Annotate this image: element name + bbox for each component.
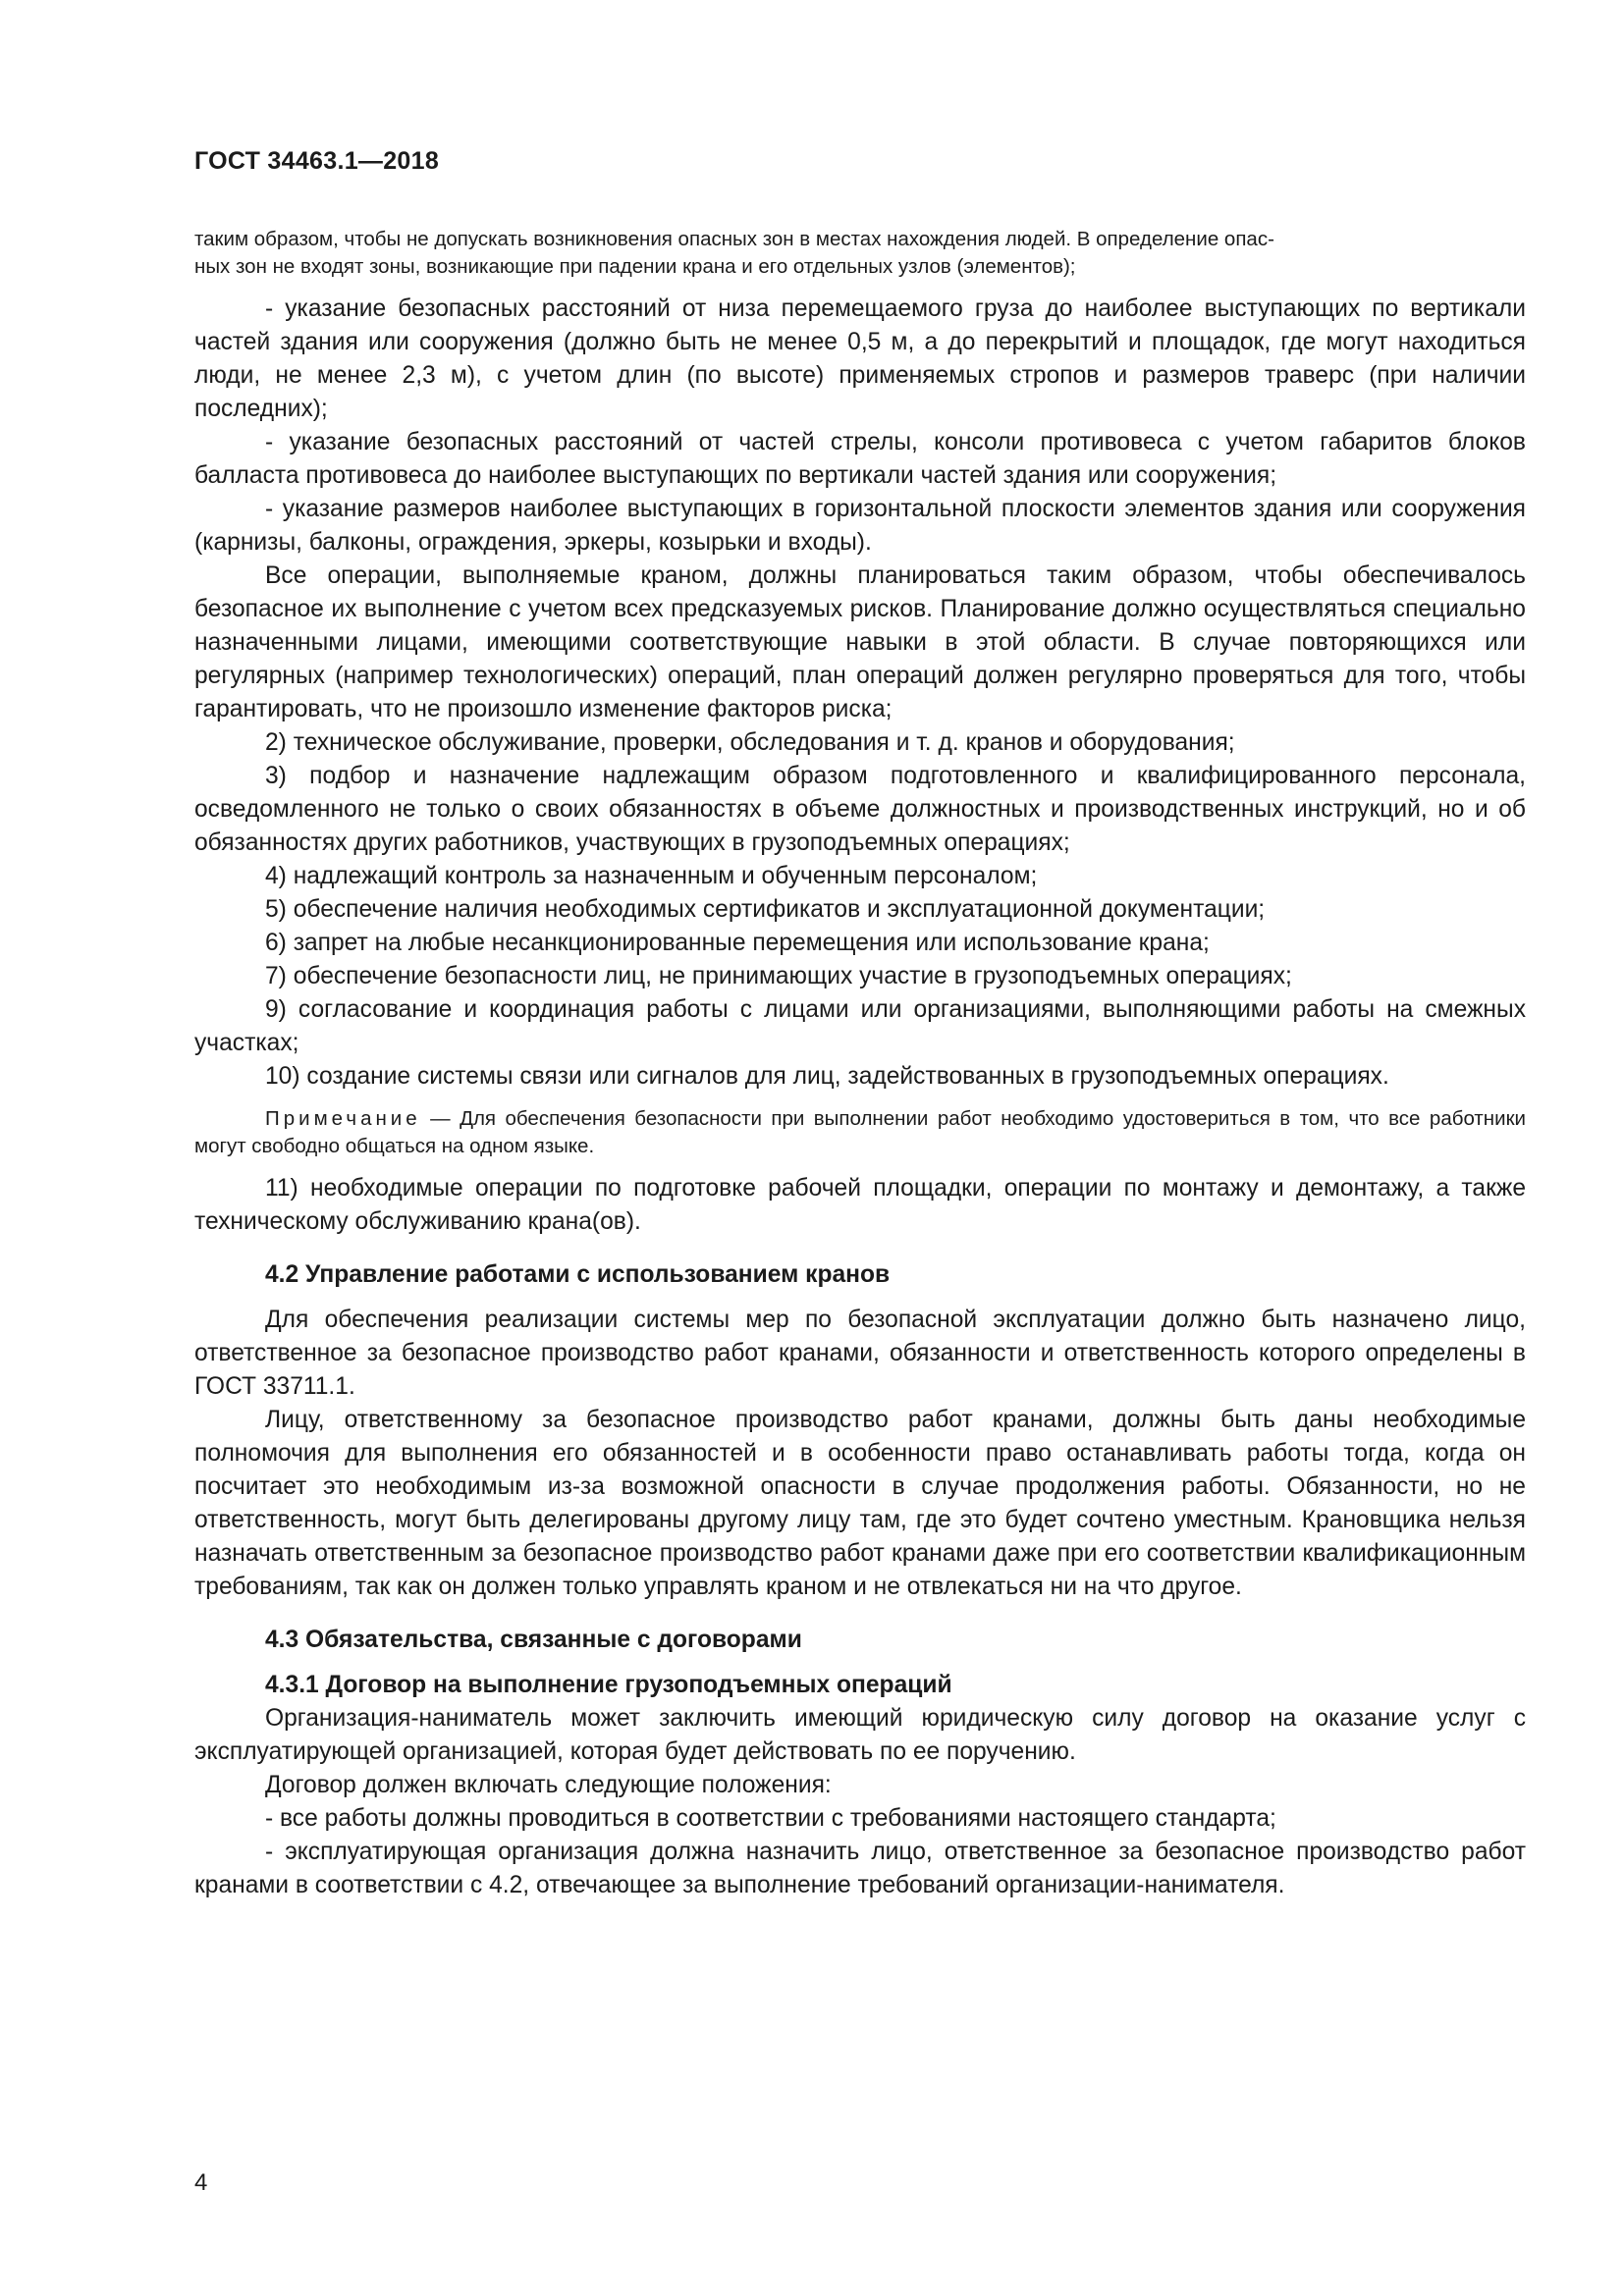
list-item: 5) обеспечение наличия необходимых сертификатов и эксплуатационной документации; [265, 896, 1266, 923]
paragraph: - указание размеров наиболее выступающих в горизонтальной плоскости элементов здания или сооружения (карнизы, балконы, ограждения, эркеры, козырьки и входы). [194, 496, 1526, 556]
list-item: 2) техническое обслуживание, проверки, обследования и т. д. кранов и оборудования; [265, 729, 1235, 756]
list-item: 6) запрет на любые несанкционированные перемещения или использование крана; [265, 930, 1210, 956]
subsection-heading-4-3-1: 4.3.1 Договор на выполнение грузоподъемных операций [265, 1672, 952, 1698]
document-header: ГОСТ 34463.1—2018 [194, 147, 440, 175]
section-heading-4-3: 4.3 Обязательства, связанные с договорами [265, 1627, 802, 1653]
intro-line-2: ных зон не входят зоны, возникающие при падении крана и его отдельных узлов (элементов); [194, 255, 1076, 278]
paragraph: - указание безопасных расстояний от низа перемещаемого груза до наиболее выступающих по вертикали частей здания или сооружения (должно быть не менее 0,5 м, а до перекрытий и площадок, где могут находиться люди, не менее 2,3 м), с учетом длин (по высоте) применяемых стропов и размеров траверс (при наличии последних); [194, 295, 1526, 422]
list-item: 3) подбор и назначение надлежащим образом подготовленного и квалифицированного персонала, осведомленного не только о своих обязанностях в объеме должностных и производственных инструкций, но и об обязанностях других работников, участвующих в грузоподъемных операциях; [194, 763, 1526, 856]
paragraph: Организация-наниматель может заключить имеющий юридическую силу договор на оказание услуг с эксплуатирующей организацией, которая будет действовать по ее поручению. [194, 1705, 1526, 1765]
paragraph: Для обеспечения реализации системы мер по безопасной эксплуатации должно быть назначено лицо, ответственное за безопасное производство работ кранами, обязанности и ответственность которого определены в ГОСТ 33711.1. [194, 1307, 1526, 1400]
paragraph: Лицу, ответственному за безопасное производство работ кранами, должны быть даны необходимые полномочия для выполнения его обязанностей и в особенности право останавливать работы тогда, когда он посчитает это необходимым из-за возможной опасности в случае продолжения работы. Обязанности, но не ответственность, могут быть делегированы другому лицу там, где это будет сочтено уместным. Крановщика нельзя назначать ответственным за безопасное производство работ кранами даже при его соответствии квалификационным требованиям, так как он должен только управлять краном и не отвлекаться ни на что другое. [194, 1407, 1526, 1600]
list-item: 7) обеспечение безопасности лиц, не принимающих участие в грузоподъемных операциях; [265, 963, 1292, 989]
page-content [194, 226, 1526, 1902]
list-item: 10) создание системы связи или сигналов для лиц, задействованных в грузоподъемных операциях. [265, 1063, 1389, 1090]
note [194, 1105, 1526, 1160]
list-item: 4) надлежащий контроль за назначенным и обученным персоналом; [265, 863, 1038, 889]
intro-line-1: таким образом, чтобы не допускать возникновения опасных зон в местах нахождения людей. В определение опас- [194, 228, 1274, 250]
page-number: 4 [194, 2169, 208, 2196]
note-text: — Для обеспечения безопасности при выполнении работ необходимо удостовериться в том, что все работники могут свободно общаться на одном языке. [194, 1107, 1526, 1157]
paragraph: Договор должен включать следующие положения: [265, 1772, 832, 1798]
paragraph: - указание безопасных расстояний от частей стрелы, консоли противовеса с учетом габаритов блоков балласта противовеса до наиболее выступающих по вертикали частей здания или сооружения; [194, 429, 1526, 489]
list-item: 11) необходимые операции по подготовке рабочей площадки, операции по монтажу и демонтажу, а также техническому обслуживанию крана(ов). [194, 1175, 1526, 1235]
list-item: - эксплуатирующая организация должна назначить лицо, ответственное за безопасное производство работ кранами в соответствии с 4.2, отвечающее за выполнение требований организации-нанимателя. [194, 1839, 1526, 1898]
list-item: 9) согласование и координация работы с лицами или организациями, выполняющими работы на смежных участках; [194, 996, 1526, 1056]
list-item: - все работы должны проводиться в соответствии с требованиями настоящего стандарта; [265, 1805, 1276, 1832]
note-label: Примечание [265, 1107, 421, 1130]
paragraph: Все операции, выполняемые краном, должны планироваться таким образом, чтобы обеспечивалось безопасное их выполнение с учетом всех предсказуемых рисков. Планирование должно осуществляться специально назначенными лицами, имеющими соответствующие навыки в этой области. В случае повторяющихся или регулярных (например технологических) операций, план операций должен регулярно проверяться для того, чтобы гарантировать, что не произошло изменение факторов риска; [194, 562, 1526, 722]
section-heading-4-2: 4.2 Управление работами с использованием кранов [265, 1261, 891, 1288]
